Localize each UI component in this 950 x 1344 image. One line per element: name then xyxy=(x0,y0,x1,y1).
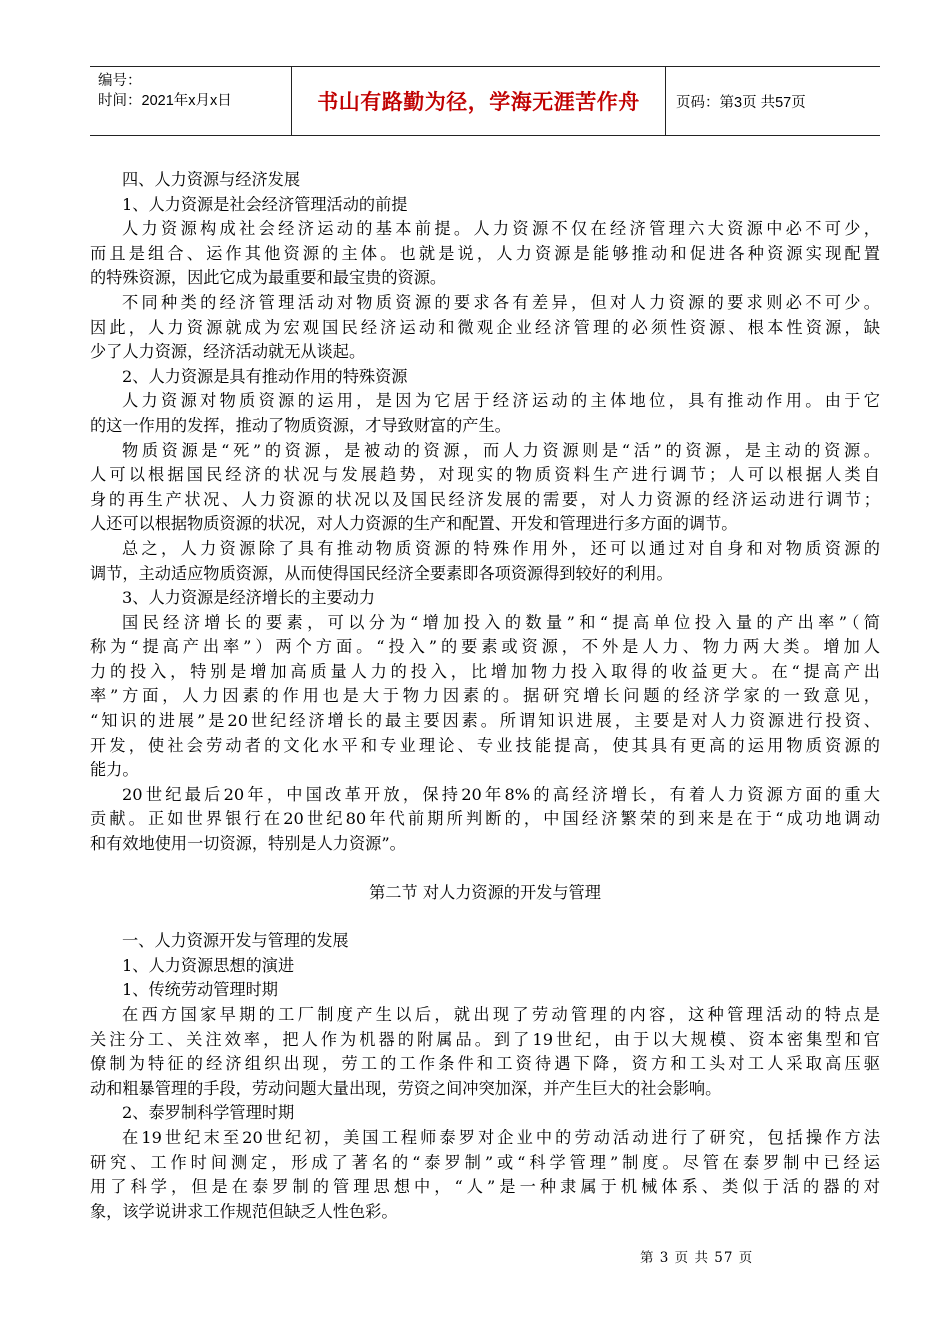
paragraph-line: 力的投入，特别是增加高质量人力的投入，比增加物力投入取得的收益更大。在“提高产出 xyxy=(90,661,880,681)
paragraph-line: 率”方面，人力因素的作用也是大于物力因素的。据研究增长问题的经济学家的一致意见， xyxy=(90,686,880,706)
paragraph-line: 人可以根据国民经济的状况与发展趋势，对现实的物质资料生产进行调节；人可以根据人类自 xyxy=(90,465,880,485)
paragraph-line: 贡献。正如世界银行在20世纪80年代前期所判断的，中国经济繁荣的到来是在于“成功地调动 xyxy=(90,809,880,829)
paragraph-line: 象，该学说讲求工作规范但缺乏人性色彩。 xyxy=(90,1201,398,1221)
header-meta xyxy=(90,67,292,135)
paragraph-line: 僚制为特征的经济组织出现，劳工的工作条件和工资待遇下降，资方和工头对工人采取高压驱 xyxy=(90,1054,880,1074)
subsection-heading: 2、泰罗制科学管理时期 xyxy=(122,1103,295,1123)
header-page-info: 页码：第3页 共57页 xyxy=(676,94,806,111)
paragraph-line: 20世纪最后20年，中国改革开放，保持20年8%的高经济增长，有着人力资源方面的重大 xyxy=(122,784,880,804)
section-heading: 一、人力资源开发与管理的发展 xyxy=(122,931,349,951)
subsection-heading: 3、人力资源是经济增长的主要动力 xyxy=(122,588,376,608)
paragraph-line: 在西方国家早期的工厂制度产生以后，就出现了劳动管理的内容，这种管理活动的特点是 xyxy=(122,1005,880,1024)
paragraph-line: 的这一作用的发挥，推动了物质资源，才导致财富的产生。 xyxy=(90,415,511,435)
paragraph-line: 不同种类的经济管理活动对物质资源的要求各有差异，但对人力资源的要求则必不可少。 xyxy=(122,292,880,312)
paragraph-line: 因此，人力资源就成为宏观国民经济运动和微观企业经济管理的必须性资源、根本性资源，缺 xyxy=(90,317,880,337)
page-footer-number: 第 3 页 共 57 页 xyxy=(640,1250,754,1266)
paragraph-line: 物质资源是“死”的资源，是被动的资源，而人力资源则是“活”的资源，是主动的资源。 xyxy=(122,440,880,460)
paragraph-line: “知识的进展”是20世纪经济增长的最主要因素。所谓知识进展，主要是对人力资源进行投资、 xyxy=(90,711,880,731)
paragraph-line: 国民经济增长的要素，可以分为“增加投入的数量”和“提高单位投入量的产出率”（简 xyxy=(122,612,880,632)
paragraph-line: 开发，使社会劳动者的文化水平和专业理论、专业技能提高，使其具有更高的运用物质资源的 xyxy=(90,735,880,755)
header-time: 时间：2021年x月x日 xyxy=(98,93,232,109)
subsection-heading: 2、人力资源是具有推动作用的特殊资源 xyxy=(122,366,408,386)
subsection-heading: 1、传统劳动管理时期 xyxy=(122,980,278,1000)
header-motto: 书山有路勤为径，学海无涯苦作舟 xyxy=(317,90,640,114)
subsection-heading: 1、人力资源思想的演进 xyxy=(122,955,295,975)
document-body xyxy=(90,168,880,1224)
header-code: 编号： xyxy=(98,73,142,89)
paragraph-line: 用了科学，但是在泰罗制的管理思想中，“人”是一种隶属于机械体系、类似于活的器的对 xyxy=(90,1177,880,1197)
paragraph-line: 总之，人力资源除了具有推动物质资源的特殊作用外，还可以通过对自身和对物质资源的 xyxy=(122,538,880,558)
paragraph-line: 能力。 xyxy=(90,760,139,780)
chapter-section-title: 第二节 对人力资源的开发与管理 xyxy=(369,882,601,902)
header-motto-cell xyxy=(292,67,666,135)
paragraph-line: 而且是组合、运作其他资源的主体。也就是说，人力资源是能够推动和促进各种资源实现配置 xyxy=(90,243,880,263)
paragraph-line: 研究、工作时间测定，形成了著名的“泰罗制”或“科学管理”制度。尽管在泰罗制中已经运 xyxy=(90,1152,880,1172)
section-heading: 四、人力资源与经济发展 xyxy=(122,170,301,189)
paragraph-line: 少了人力资源，经济活动就无从谈起。 xyxy=(90,342,366,362)
header-page-info-cell xyxy=(666,67,880,135)
paragraph-line: 和有效地使用一切资源，特别是人力资源”。 xyxy=(90,834,406,854)
paragraph-line: 动和粗暴管理的手段，劳动问题大量出现，劳资之间冲突加深，并产生巨大的社会影响。 xyxy=(90,1078,722,1098)
paragraph-line: 人还可以根据物质资源的状况，对人力资源的生产和配置、开发和管理进行多方面的调节。 xyxy=(90,514,738,534)
subsection-heading: 1、人力资源是社会经济管理活动的前提 xyxy=(122,194,408,214)
paragraph-line: 人力资源对物质资源的运用，是因为它居于经济运动的主体地位，具有推动作用。由于它 xyxy=(122,391,880,411)
paragraph-line: 调节，主动适应物质资源，从而使得国民经济全要素即各项资源得到较好的利用。 xyxy=(90,563,673,583)
paragraph-line: 人力资源构成社会经济运动的基本前提。人力资源不仅在经济管理六大资源中必不可少， xyxy=(122,219,880,239)
page-header xyxy=(90,66,880,136)
paragraph-line: 称为“提高产出率”）两个方面。“投入”的要素或资源，不外是人力、物力两大类。增加人 xyxy=(90,637,880,657)
paragraph-line: 身的再生产状况、人力资源的状况以及国民经济发展的需要，对人力资源的经济运动进行调节； xyxy=(90,489,880,509)
paragraph-line: 的特殊资源，因此它成为最重要和最宝贵的资源。 xyxy=(90,268,447,288)
paragraph-line: 关注分工、关注效率，把人作为机器的附属品。到了19世纪，由于以大规模、资本密集型和官 xyxy=(90,1029,880,1049)
paragraph-line: 在19世纪末至20世纪初，美国工程师泰罗对企业中的劳动活动进行了研究，包括操作方法 xyxy=(122,1127,880,1147)
